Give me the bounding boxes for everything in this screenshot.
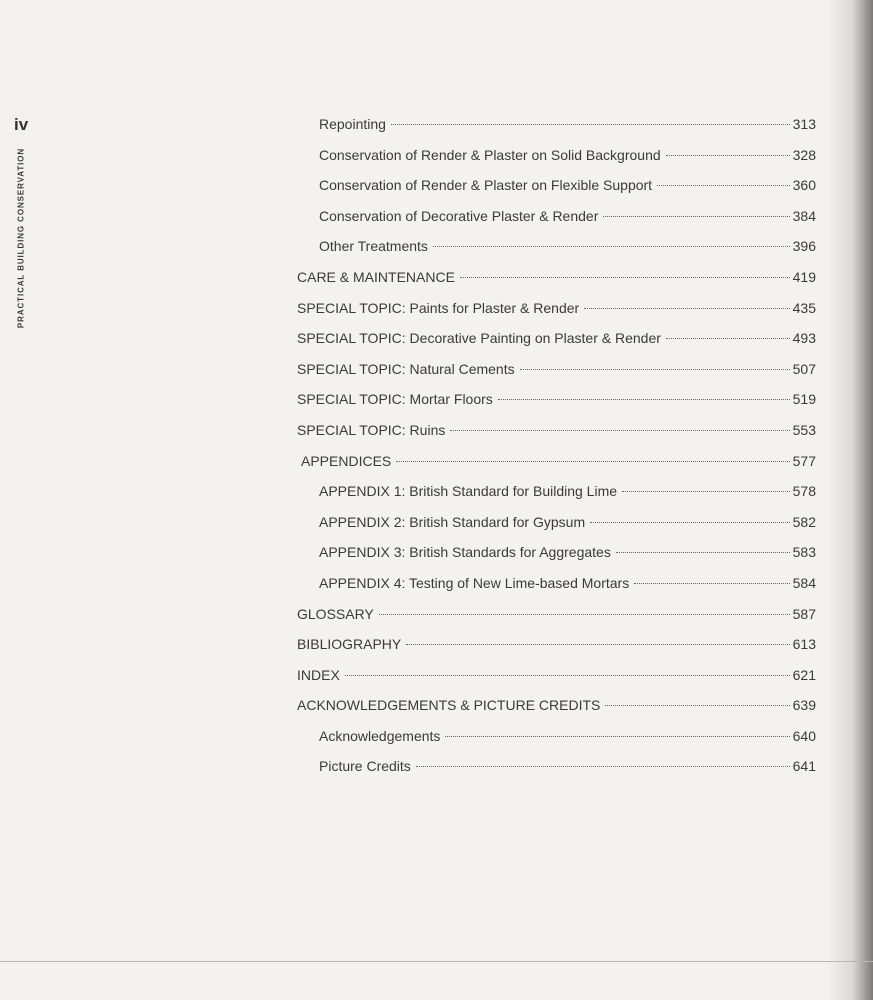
toc-entry-title: SPECIAL TOPIC: Mortar Floors bbox=[297, 391, 493, 408]
toc-entry bbox=[297, 172, 816, 203]
toc-dot-leader bbox=[433, 246, 790, 247]
toc-entry bbox=[297, 448, 816, 479]
toc-entry bbox=[297, 295, 816, 326]
toc-dot-leader bbox=[584, 308, 789, 309]
toc-entry bbox=[297, 539, 816, 570]
toc-entry-title: Picture Credits bbox=[319, 758, 411, 775]
toc-dot-leader bbox=[520, 369, 790, 370]
toc-dot-leader bbox=[460, 277, 790, 278]
toc-entry-page-number: 613 bbox=[792, 636, 816, 653]
toc-dot-leader bbox=[666, 338, 790, 339]
toc-entry bbox=[297, 753, 816, 784]
toc-entry bbox=[297, 264, 816, 295]
toc-entry-page-number: 360 bbox=[792, 177, 816, 194]
toc-entry bbox=[297, 570, 816, 601]
toc-entry bbox=[297, 662, 816, 693]
page-bottom-edge bbox=[0, 961, 873, 962]
toc-dot-leader bbox=[345, 675, 790, 676]
toc-entry-page-number: 396 bbox=[792, 238, 816, 255]
toc-entry-page-number: 639 bbox=[792, 697, 816, 714]
toc-entry-page-number: 493 bbox=[792, 330, 816, 347]
toc-dot-leader bbox=[396, 461, 789, 462]
toc-entry bbox=[297, 111, 816, 142]
toc-entry bbox=[297, 723, 816, 754]
toc-entry-page-number: 640 bbox=[792, 727, 816, 744]
toc-entry-page-number: 384 bbox=[792, 207, 816, 224]
toc-entry bbox=[297, 509, 816, 540]
toc-entry-title: GLOSSARY bbox=[297, 605, 374, 622]
toc-entry-title: Conservation of Render & Plaster on Solid Background bbox=[319, 146, 661, 163]
toc-entry-page-number: 641 bbox=[792, 758, 816, 775]
toc-entry-title: Other Treatments bbox=[319, 238, 428, 255]
toc-entry-page-number: 587 bbox=[792, 605, 816, 622]
toc-entry bbox=[297, 478, 816, 509]
toc-entry-title: Conservation of Render & Plaster on Flexible Support bbox=[319, 177, 653, 194]
toc-entry-title: APPENDIX 2: British Standard for Gypsum bbox=[319, 513, 586, 530]
toc-dot-leader bbox=[450, 430, 789, 431]
toc-dot-leader bbox=[622, 491, 790, 492]
toc-dot-leader bbox=[605, 705, 789, 706]
toc-entry-title: Acknowledgements bbox=[319, 727, 441, 744]
toc-entry-page-number: 553 bbox=[792, 421, 816, 438]
toc-entry-title: CARE & MAINTENANCE bbox=[297, 268, 455, 285]
toc-entry-title: Repointing bbox=[319, 116, 386, 132]
toc-entry bbox=[297, 356, 816, 387]
page-gutter-shadow bbox=[827, 0, 873, 1000]
toc-entry-page-number: 621 bbox=[792, 666, 816, 683]
toc-dot-leader bbox=[391, 124, 790, 125]
toc-entry-title: SPECIAL TOPIC: Natural Cements bbox=[297, 360, 515, 377]
toc-entry-title: APPENDIX 1: British Standard for Building Lime bbox=[319, 483, 618, 500]
toc-entry-page-number: 519 bbox=[792, 391, 816, 408]
toc-entry-title: Conservation of Decorative Plaster & Render bbox=[319, 207, 599, 224]
toc-entry bbox=[297, 631, 816, 662]
toc-entry-title: APPENDICES bbox=[301, 452, 392, 469]
toc-entry-page-number: 419 bbox=[792, 268, 816, 285]
table-of-contents bbox=[297, 111, 816, 784]
toc-dot-leader bbox=[666, 155, 790, 156]
toc-dot-leader bbox=[498, 399, 790, 400]
toc-dot-leader bbox=[657, 185, 790, 186]
toc-entry bbox=[297, 203, 816, 234]
toc-dot-leader bbox=[406, 644, 789, 645]
toc-entry-page-number: 577 bbox=[792, 452, 816, 469]
toc-entry-title: INDEX bbox=[297, 666, 340, 683]
toc-entry bbox=[297, 601, 816, 632]
toc-entry bbox=[297, 233, 816, 264]
toc-entry-title: SPECIAL TOPIC: Paints for Plaster & Render bbox=[297, 299, 580, 316]
toc-dot-leader bbox=[590, 522, 790, 523]
toc-entry-page-number: 582 bbox=[792, 513, 816, 530]
toc-dot-leader bbox=[616, 552, 790, 553]
toc-entry-title: ACKNOWLEDGEMENTS & PICTURE CREDITS bbox=[297, 697, 601, 714]
toc-dot-leader bbox=[416, 766, 790, 767]
page-number: iv bbox=[14, 115, 29, 134]
toc-dot-leader bbox=[379, 614, 790, 615]
toc-dot-leader bbox=[603, 216, 789, 217]
toc-entry-page-number: 435 bbox=[792, 299, 816, 316]
toc-entry-page-number: 584 bbox=[792, 574, 816, 591]
toc-entry-page-number: 328 bbox=[792, 146, 816, 163]
toc-entry bbox=[297, 325, 816, 356]
toc-entry bbox=[297, 417, 816, 448]
toc-entry bbox=[297, 386, 816, 417]
toc-entry-page-number: 507 bbox=[792, 360, 816, 377]
toc-entry-page-number: 583 bbox=[792, 544, 816, 561]
toc-entry-page-number: 578 bbox=[792, 483, 816, 500]
toc-entry-title: APPENDIX 4: Testing of New Lime-based Mortars bbox=[319, 574, 630, 591]
toc-entry-page-number: 313 bbox=[792, 116, 816, 132]
toc-entry-title: SPECIAL TOPIC: Ruins bbox=[297, 421, 446, 438]
toc-entry bbox=[297, 692, 816, 723]
toc-dot-leader bbox=[634, 583, 789, 584]
toc-dot-leader bbox=[445, 736, 789, 737]
toc-entry-title: BIBLIOGRAPHY bbox=[297, 636, 402, 653]
toc-entry-title: SPECIAL TOPIC: Decorative Painting on Plaster & Render bbox=[297, 330, 661, 347]
toc-entry-title: APPENDIX 3: British Standards for Aggregates bbox=[319, 544, 611, 561]
toc-entry bbox=[297, 142, 816, 173]
running-head: PRACTICAL BUILDING CONSERVATION bbox=[16, 147, 26, 329]
